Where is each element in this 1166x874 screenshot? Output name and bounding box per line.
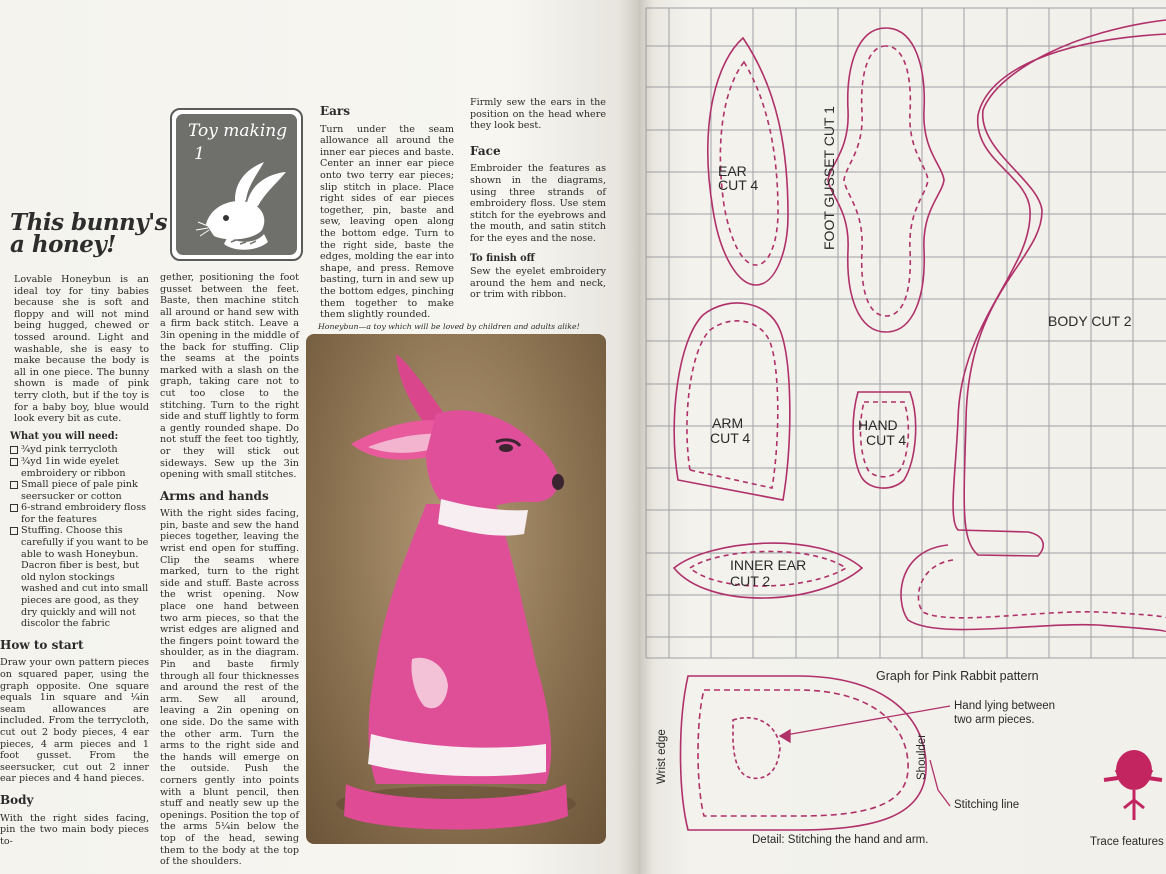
start-heading: How to start <box>0 637 84 652</box>
ears-paragraph: Turn under the seam allowance all around the inner ear pieces and baste. Center an inner ear piece onto two terry ear pieces; slip stitch in place. Place right sides of ear pieces together, pin, baste and sew, leaving open along the bottom edge. Turn to the right side, baste the edges, molding the ear into shape, and press. Remove basting, turn in and sew up the bottom edges, pinching them together to make them slightly rounded. <box>320 123 454 321</box>
label-body: BODY CUT 2 <box>1048 313 1132 329</box>
trace-features-rose-icon <box>1104 750 1162 820</box>
column-3 <box>320 106 454 321</box>
badge-title: Toy making <box>188 121 288 141</box>
toy-making-badge <box>170 108 303 261</box>
label-foot-gusset: FOOT GUSSET CUT 1 <box>821 106 837 250</box>
label-hand-cut: CUT 4 <box>866 432 907 448</box>
arms-heading: Arms and hands <box>160 488 269 503</box>
detail-arm-outline <box>681 676 927 830</box>
right-page <box>638 0 1166 874</box>
label-hand: HAND <box>858 417 898 433</box>
list-item: Small piece of pale pink seersucker or cotton <box>10 479 149 502</box>
shoulder-label: Shoulder <box>916 733 928 780</box>
checkbox-icon <box>10 446 18 454</box>
finish-paragraph: Sew the eyelet embroidery around the hem and neck, or trim with ribbon. <box>470 266 606 301</box>
foot-gusset-pattern <box>828 28 944 332</box>
checkbox-icon <box>10 527 18 535</box>
pattern-pieces <box>674 20 1166 830</box>
finish-heading: To finish off <box>470 252 535 264</box>
start-paragraph: Draw your own pattern pieces on squared paper, using the graph opposite. One square equals 1in square and ¼in seam allowances are included. From the terrycloth, cut out 2 body pieces, 4 ear pieces, 4 arm pieces and 1 foot gusset. From the seersucker, cut out 2 inner ear pieces and 4 hand pieces. <box>0 657 149 785</box>
ears-heading: Ears <box>320 104 350 118</box>
hand-note-line-1: Hand lying between <box>954 700 1056 712</box>
label-arm: ARM <box>712 415 744 431</box>
body-paragraph: With the right sides facing, pin the two main body pieces to- <box>0 812 149 847</box>
badge-number: 1 <box>194 144 205 164</box>
body-heading: Body <box>0 792 34 807</box>
body-pattern <box>953 20 1166 556</box>
label-ear: EAR <box>718 163 747 179</box>
list-item: 6-strand embroidery floss for the features <box>10 502 149 525</box>
grid-lines <box>646 8 1166 658</box>
checkbox-icon <box>10 458 18 466</box>
face-paragraph: Embroider the features as shown in the diagrams, using three strands of embroidery floss. Use stem stitch for the eyebrows and the mouth, and satin stitch for the eyes and the nose. <box>470 163 606 244</box>
pink-bunny-image <box>306 334 606 844</box>
label-inner-ear: INNER EAR <box>730 557 807 573</box>
body-foot-pattern <box>901 545 1166 632</box>
detail-caption: Detail: Stitching the hand and arm. <box>752 834 929 846</box>
graph-caption: Graph for Pink Rabbit pattern <box>876 669 1039 683</box>
wrist-edge-label: Wrist edge <box>656 729 668 784</box>
body-continued-paragraph: gether, positioning the foot gusset between the feet. Baste, then machine stitch all around or hand sew with a firm back stitch. Leave a 3in opening in the middle of the back for stuffing. Clip the seams at the points marked with a slash on the graph, taking care not to cut too close to the stitching. Turn to the right side and stuff lightly to form a gently rounded shape. Do not stuff the feet too tightly, or they will stick out sideways. Sew up the 3in opening with small stitches. <box>160 272 299 481</box>
column-1 <box>0 274 149 847</box>
trace-features-label: Trace features <box>1090 836 1164 848</box>
need-heading: What you will need: <box>10 430 119 442</box>
list-item: Stuffing. Choose this carefully if you want to be able to wash Honeybun. Dacron fiber is best, but old nylon stockings washed and cut into small pieces are good, as they dry quickly and will not discolor the fabric <box>10 525 149 629</box>
list-item: ¾yd 1in wide eyelet embroidery or ribbon <box>10 456 149 479</box>
label-inner-ear-cut: CUT 2 <box>730 573 771 589</box>
photo-caption: Honeybun—a toy which will be loved by children and adults alike! <box>318 322 580 331</box>
checkbox-icon <box>10 481 18 489</box>
column-4 <box>470 97 606 301</box>
checkbox-icon <box>10 504 18 512</box>
hand-note-line-2: two arm pieces. <box>954 714 1035 726</box>
label-ear-cut: CUT 4 <box>718 177 759 193</box>
arms-paragraph: With the right sides facing, pin, baste and sew the hand pieces together, leaving the wrist end open for stuffing. Clip the seams where marked, turn to the right side and stuff. Baste across the wrist opening. Now place one hand between two arm pieces, so that the wrist edges are aligned and the fingers point toward the shoulder, as in the diagram. Pin and baste firmly through all four thicknesses and around the rest of the arm. Sew all around, leaving a 2in opening on one side. Do the same with the other arm. Turn the arms to the right side and the hands will emerge on the outside. Push the corners gently into points with a blunt pencil, then stuff and neatly sew up the openings. Position the top of the arms 5¼in below the top of the head, sewing them to the body at the top of the shoulders. <box>160 508 299 868</box>
stitching-line-label: Stitching line <box>954 799 1020 811</box>
headline-line-1: This bunny's <box>10 209 168 236</box>
column-2 <box>160 272 299 868</box>
ear-pattern <box>708 38 788 285</box>
headline-line-2: a honey! <box>10 231 116 258</box>
ears-continued-paragraph: Firmly sew the ears in the position on the head where they look best. <box>470 97 606 132</box>
list-item: ¾yd pink terrycloth <box>10 444 149 456</box>
rabbit-logo-icon <box>176 114 301 259</box>
headline <box>10 209 168 258</box>
face-heading: Face <box>470 143 501 158</box>
label-arm-cut: CUT 4 <box>710 430 751 446</box>
intro-paragraph: Lovable Honeybun is an ideal toy for tiny babies because she is soft and floppy and will not mind being hugged, chewed or tossed around. Light and washable, she is easy to make because the body is all in one piece. The bunny shown is made of pink terry cloth, but if the toy is for a baby boy, blue would look every bit as cute. <box>14 274 149 425</box>
need-list <box>6 444 149 630</box>
bunny-photo <box>306 334 606 844</box>
